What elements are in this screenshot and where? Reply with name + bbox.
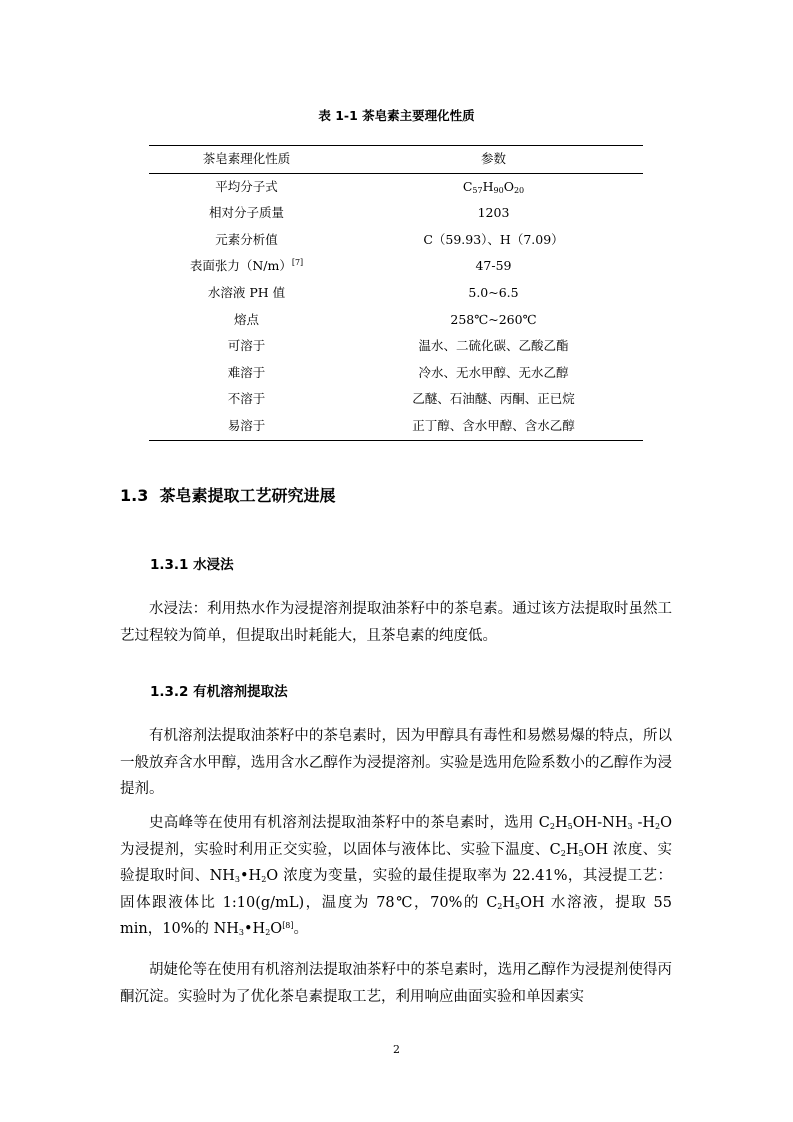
table-cell-value: 1203	[477, 205, 510, 221]
properties-table	[149, 145, 643, 441]
table-row	[149, 413, 643, 440]
table-cell-value: 5.0~6.5	[468, 285, 519, 301]
citation-ref: [7]	[291, 258, 304, 268]
table-cell-property: 难溶于	[227, 364, 266, 380]
table-cell-property: 可溶于	[227, 338, 266, 354]
table-cell-property: 相对分子质量	[208, 205, 284, 221]
table-cell-formula: $C_{57}H_{90}O_{20}$	[462, 178, 525, 195]
table-row	[149, 227, 643, 254]
table-cell-property: 易溶于	[227, 417, 266, 433]
table-cell-property: 平均分子式	[215, 178, 278, 194]
table-row	[149, 200, 643, 227]
table-cell-property: 不溶于	[227, 391, 266, 407]
table-row	[149, 360, 643, 387]
table-cell-property: 元素分析值	[215, 231, 278, 247]
table-row	[149, 307, 643, 334]
table-row	[149, 253, 643, 280]
subsection-heading-water-extraction: 1.3.1 水浸法	[150, 557, 234, 573]
table-cell-value: 冷水、无水甲醇、无水乙醇	[418, 364, 569, 380]
table-header-row	[149, 146, 643, 174]
table-cell-property: 表面张力（N/m）[7]	[189, 258, 304, 274]
table-header-property: 茶皂素理化性质	[202, 151, 291, 167]
paragraph-shi-gaofeng-study: 史高峰等在使用有机溶剂法提取油茶籽中的茶皂素时，选用 $C_2H_5OH-NH_3$ $-H_2O$ 为浸提剂，实验时利用正交实验，以固体与液体比、实验下温度、$C_2H_5OH$ 浓度、实验提取时间、$NH_3•H_2O$ 浓度为变量，实验的最佳提取率为 22.41%，其浸提工艺：固体跟液体比 1:10(g/mL)，温度为 78℃，70%的 $C_2H_5OH$ 水溶液，提取 55 min，10%的 $NH_3•H_2O[8]$。	[120, 815, 673, 938]
table-header-parameter: 参数	[480, 151, 506, 167]
citation-ref: [8]	[282, 921, 294, 931]
table-row	[149, 280, 643, 307]
table-cell-value: 正丁醇、含水甲醇、含水乙醇	[412, 417, 575, 433]
table-row	[149, 333, 643, 360]
subsection-heading-organic-solvent: 1.3.2 有机溶剂提取法	[150, 684, 288, 700]
table-cell-property: 熔点	[233, 311, 259, 327]
section-title: 茶皂素提取工艺研究进展	[159, 486, 336, 505]
paragraph-hu-jielun-study: 胡婕伦等在使用有机溶剂法提取油茶籽中的茶皂素时，选用乙醇作为浸提剂使得丙酮沉淀。实验时为了优化茶皂素提取工艺，利用响应曲面实验和单因素实	[120, 962, 672, 1005]
table-cell-value: 258℃~260℃	[450, 311, 537, 327]
table-row	[149, 173, 643, 200]
table-cell-value: 温水、二硫化碳、乙酸乙酯	[418, 338, 569, 354]
paragraph-water-extraction: 水浸法：利用热水作为浸提溶剂提取油茶籽中的茶皂素。通过该方法提取时虽然工艺过程较为简单，但提取出时耗能大，且茶皂素的纯度低。	[120, 601, 672, 644]
table-cell-value: C（59.93）、H（7.09）	[423, 231, 564, 247]
table-cell-property: 水溶液 PH 值	[207, 285, 286, 301]
table-row	[149, 386, 643, 413]
paragraph-organic-solvent-intro: 有机溶剂法提取油茶籽中的茶皂素时，因为甲醇具有毒性和易燃易爆的特点，所以一般放弃含水甲醇，选用含水乙醇作为浸提溶剂。实验是选用危险系数小的乙醇作为浸提剂。	[120, 728, 672, 798]
page-number: 2	[393, 1043, 400, 1056]
table-caption: 表 1-1 茶皂素主要理化性质	[318, 108, 475, 123]
table-cell-value: 乙醚、石油醚、丙酮、正已烷	[412, 391, 575, 407]
section-heading	[120, 483, 336, 506]
table-cell-value: 47-59	[475, 258, 512, 274]
section-number: 1.3	[120, 486, 149, 505]
